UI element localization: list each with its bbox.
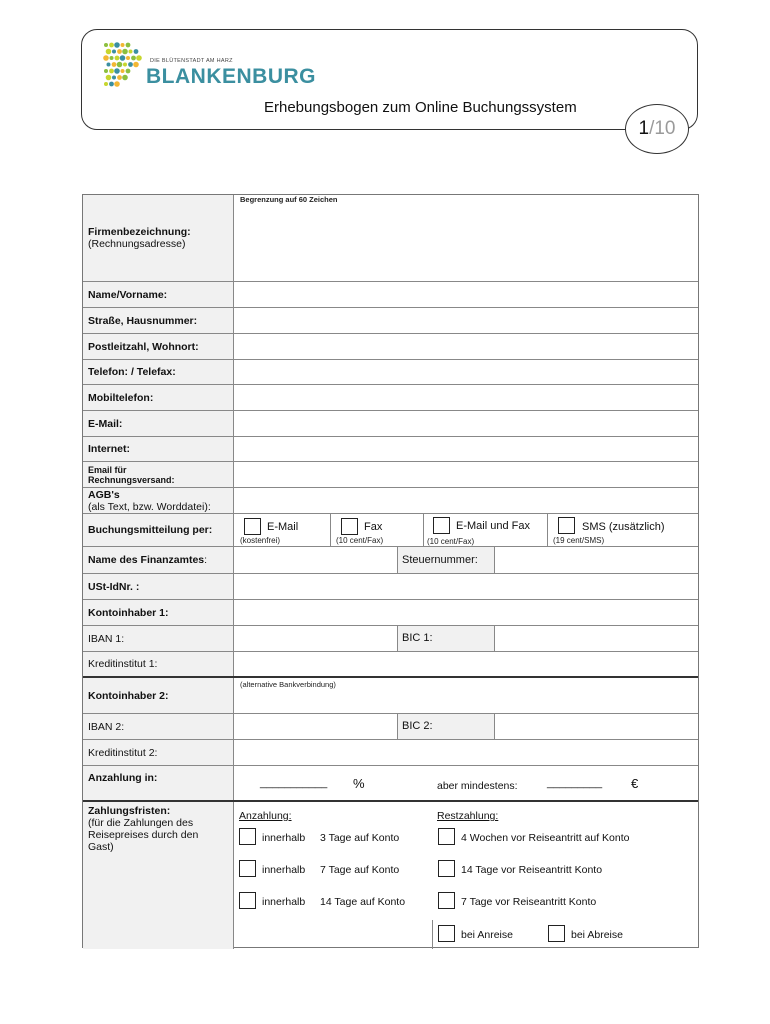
label-agb-sub: (als Text, bzw. Worddatei):: [88, 500, 211, 513]
rest-4wochen-text: 4 Wochen vor Reiseantritt auf Konto: [461, 832, 630, 844]
field-email[interactable]: [234, 411, 698, 436]
row-telefon: [83, 359, 698, 384]
row-mobil: [83, 384, 698, 410]
label-rechnungsversand: [83, 462, 234, 487]
label-email: [83, 411, 234, 436]
label-rechnung-line2: Rechnungsversand:: [88, 474, 175, 485]
label-iban1-text: IBAN 1:: [88, 632, 125, 645]
option-email-note: (kostenfrei): [240, 536, 281, 545]
document-title: Erhebungsbogen zum Online Buchungssystem: [264, 99, 577, 116]
label-kreditinstitut1-text: Kreditinstitut 1:: [88, 658, 158, 670]
label-firma-sub: (Rechnungsadresse): [88, 238, 186, 250]
row-agb: [83, 487, 698, 513]
fristen-cells: [234, 802, 698, 949]
row-internet: [83, 436, 698, 461]
anzahlung-percent-blank[interactable]: ___________: [260, 777, 328, 789]
label-kreditinstitut2-text: Kreditinstitut 2:: [88, 746, 158, 759]
label-buchung-text: Buchungsmitteilung per:: [88, 524, 213, 536]
label-kreditinstitut1: [83, 652, 234, 676]
label-fristen-sub1: (für die Zahlungen des: [88, 817, 194, 829]
row-anzahlung: [83, 765, 698, 800]
percent-sign: %: [353, 776, 365, 791]
anzahlung-heading: Anzahlung:: [239, 810, 292, 822]
checkbox-anzahlung-7[interactable]: [239, 860, 256, 877]
label-anzahlung: [83, 766, 234, 800]
label-bic2: BIC 2:: [402, 720, 433, 732]
field-kontoinhaber1[interactable]: [234, 600, 698, 625]
checkbox-rest-7tage[interactable]: [438, 892, 455, 909]
label-bic2-cell: [398, 714, 495, 739]
row-name: [83, 281, 698, 307]
field-rechnungsversand[interactable]: [234, 462, 698, 487]
field-bic1[interactable]: [496, 626, 698, 651]
anzahlung-min-blank[interactable]: _________: [547, 777, 603, 789]
label-fristen-sub3: Gast): [88, 841, 114, 853]
label-zahlungsfristen: [83, 802, 234, 949]
label-email-text: E-Mail:: [88, 417, 123, 430]
checkbox-bei-anreise[interactable]: [438, 925, 455, 942]
finanzamt-cells: [234, 547, 698, 573]
checkbox-fax[interactable]: [341, 518, 358, 535]
label-internet: [83, 437, 234, 461]
divider: [432, 920, 433, 949]
label-iban1: [83, 626, 234, 651]
field-ust[interactable]: [234, 574, 698, 599]
option-email-fax-note: (10 cent/Fax): [427, 537, 475, 546]
page-total: 10: [654, 118, 676, 139]
field-firma[interactable]: [234, 195, 698, 281]
checkbox-rest-14tage[interactable]: [438, 860, 455, 877]
iban1-cells: [234, 626, 698, 651]
row-rechnungsversand: [83, 461, 698, 487]
row-finanzamt: [83, 546, 698, 573]
field-strasse[interactable]: [234, 308, 698, 333]
row-kreditinstitut2: [83, 739, 698, 765]
label-name: [83, 282, 234, 307]
label-finanzamt-text: Name des Finanzamtes: [88, 554, 205, 566]
anzahlung-3-prefix: innerhalb: [262, 832, 306, 844]
row-zahlungsfristen: [83, 800, 698, 949]
checkbox-sms[interactable]: [558, 517, 575, 534]
field-finanzamt[interactable]: [234, 547, 397, 573]
buchung-options: [234, 514, 698, 546]
row-kontoinhaber1: [83, 599, 698, 625]
option-fax-note: (10 cent/Fax): [336, 536, 384, 545]
option-email-fax-label: E-Mail und Fax: [456, 520, 530, 532]
row-firma: [83, 195, 698, 281]
label-finanzamt-suffix: :: [204, 554, 208, 566]
label-agb: [83, 488, 234, 513]
option-sms-note: (19 cent/SMS): [553, 536, 605, 545]
divider: [423, 514, 424, 546]
label-kontoinhaber1-text: Kontoinhaber 1:: [88, 606, 169, 619]
label-telefon: [83, 360, 234, 384]
anzahlung-3-text: 3 Tage auf Konto: [320, 832, 400, 844]
label-steuernummer-cell: [398, 547, 495, 573]
option-sms-label: SMS (zusätzlich): [582, 521, 665, 533]
field-kreditinstitut2[interactable]: [234, 740, 698, 765]
label-iban2-text: IBAN 2:: [88, 720, 125, 733]
euro-sign: €: [631, 776, 639, 791]
row-kontoinhaber2: [83, 676, 698, 713]
option-fax-label: Fax: [364, 521, 383, 533]
field-internet[interactable]: [234, 437, 698, 461]
bei-abreise-text: bei Abreise: [571, 929, 623, 941]
blankenburg-logo-icon: [100, 40, 146, 92]
field-bic2[interactable]: [496, 714, 698, 739]
field-telefon[interactable]: [234, 360, 698, 384]
logo-tagline: DIE BLÜTENSTADT AM HARZ: [150, 58, 233, 64]
label-plz: [83, 334, 234, 359]
label-plz-text: Postleitzahl, Wohnort:: [88, 340, 199, 353]
rest-7tage-text: 7 Tage vor Reiseantritt Konto: [461, 896, 597, 908]
label-agb-text: AGB's: [88, 488, 120, 501]
field-plz[interactable]: [234, 334, 698, 359]
page-current: 1: [638, 118, 650, 139]
anzahlung-cells: [234, 766, 698, 800]
firma-limit-note: Begrenzung auf 60 Zeichen: [240, 195, 338, 204]
logo-wordmark: BLANKENBURG: [146, 65, 316, 88]
field-iban1[interactable]: [234, 626, 397, 651]
label-fristen-sub2: Reisepreises durch den: [88, 829, 199, 841]
field-iban2[interactable]: [234, 714, 397, 739]
page-separator: /: [649, 118, 655, 139]
bei-anreise-text: bei Anreise: [461, 929, 513, 941]
row-strasse: [83, 307, 698, 333]
kontoinhaber2-note: (alternative Bankverbindung): [240, 680, 336, 689]
label-ust: [83, 574, 234, 599]
page-indicator: [625, 104, 689, 154]
label-ust-text: USt-IdNr. :: [88, 580, 140, 593]
label-mobil: [83, 385, 234, 410]
label-kontoinhaber1: [83, 600, 234, 625]
label-internet-text: Internet:: [88, 443, 130, 455]
label-firma-text: Firmenbezeichnung:: [88, 226, 191, 238]
field-name[interactable]: [234, 282, 698, 307]
row-iban2: [83, 713, 698, 739]
option-email-label: E-Mail: [267, 521, 299, 533]
label-kontoinhaber2-text: Kontoinhaber 2:: [88, 689, 169, 702]
field-mobil[interactable]: [234, 385, 698, 410]
field-kontoinhaber2[interactable]: [234, 678, 698, 713]
anzahlung-7-text: 7 Tage auf Konto: [320, 864, 400, 876]
checkbox-bei-abreise[interactable]: [548, 925, 565, 942]
survey-form: [82, 194, 699, 948]
anzahlung-14-text: 14 Tage auf Konto: [320, 896, 406, 908]
label-telefon-text: Telefon: / Telefax:: [88, 366, 176, 378]
checkbox-email-fax[interactable]: [433, 517, 450, 534]
label-mobil-text: Mobiltelefon:: [88, 391, 154, 404]
row-plz: [83, 333, 698, 359]
checkbox-anzahlung-3[interactable]: [239, 828, 256, 845]
label-buchung: [83, 514, 234, 546]
row-email: [83, 410, 698, 436]
field-kreditinstitut1[interactable]: [234, 652, 698, 676]
row-buchungsmitteilung: [83, 513, 698, 546]
restzahlung-heading: Restzahlung:: [437, 810, 499, 822]
label-finanzamt: [83, 547, 234, 573]
label-strasse: [83, 308, 234, 333]
label-fristen-text: Zahlungsfristen:: [88, 805, 171, 817]
label-bic1-cell: [398, 626, 495, 651]
field-agb[interactable]: [234, 488, 698, 513]
row-iban1: [83, 625, 698, 651]
divider: [330, 514, 331, 546]
label-strasse-text: Straße, Hausnummer:: [88, 314, 198, 327]
label-iban2: [83, 714, 234, 739]
label-bic1: BIC 1:: [402, 632, 433, 644]
row-kreditinstitut1: [83, 651, 698, 676]
rest-14tage-text: 14 Tage vor Reiseantritt Konto: [461, 864, 603, 876]
mindestens-label: aber mindestens:: [437, 780, 518, 792]
label-rechnung-line1: Email für: [88, 464, 127, 475]
anzahlung-7-prefix: innerhalb: [262, 864, 306, 876]
label-kreditinstitut2: [83, 740, 234, 765]
divider: [547, 514, 548, 546]
row-ust: [83, 573, 698, 599]
checkbox-anzahlung-14[interactable]: [239, 892, 256, 909]
checkbox-email[interactable]: [244, 518, 261, 535]
anzahlung-14-prefix: innerhalb: [262, 896, 306, 908]
iban2-cells: [234, 714, 698, 739]
label-name-text: Name/Vorname:: [88, 288, 168, 301]
label-steuernummer: Steuernummer:: [402, 554, 478, 566]
label-kontoinhaber2: [83, 678, 234, 713]
checkbox-rest-4wochen[interactable]: [438, 828, 455, 845]
field-steuernummer[interactable]: [496, 547, 698, 573]
label-anzahlung-text: Anzahlung in:: [88, 772, 158, 784]
label-firma: [83, 195, 234, 281]
